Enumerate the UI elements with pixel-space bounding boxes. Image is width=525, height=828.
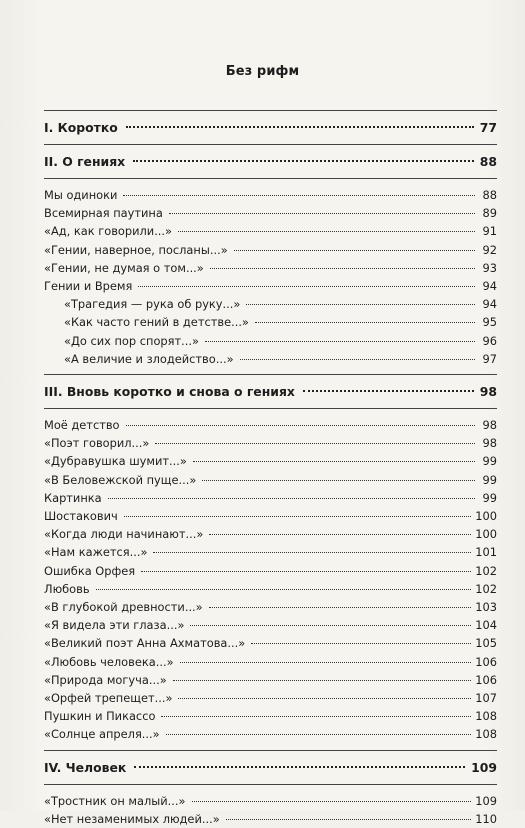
entry-title: Моё детство xyxy=(44,418,120,433)
dot-leader xyxy=(141,571,471,572)
section-divider xyxy=(44,178,497,179)
section-title: IV. Человек xyxy=(44,759,127,775)
entry-title: «Солнце апреля...» xyxy=(44,727,160,742)
section-divider xyxy=(44,374,497,375)
entry-title: «Как часто гений в детстве...» xyxy=(64,315,249,330)
entry-page-number: 103 xyxy=(475,600,497,615)
section-title: III. Вновь коротко и снова о гениях xyxy=(44,384,295,400)
entry-page-number: 107 xyxy=(475,691,497,706)
dot-leader xyxy=(108,498,475,499)
toc-section-heading[interactable] xyxy=(44,758,497,778)
dot-leader xyxy=(303,390,474,392)
entry-title: «В Беловежской пуще...» xyxy=(44,472,197,487)
entry-title: «Орфей трепещет...» xyxy=(44,691,173,706)
entry-title: «Гении, не думая о том...» xyxy=(44,260,204,275)
dot-leader xyxy=(226,819,472,820)
section-divider xyxy=(44,110,497,111)
entry-title: «Природа могуча...» xyxy=(44,672,167,687)
toc-section-heading[interactable] xyxy=(44,118,497,138)
entry-title: «Поэт говорил...» xyxy=(44,436,150,451)
dot-leader xyxy=(96,589,472,590)
section-divider xyxy=(44,408,497,409)
entry-page-number: 96 xyxy=(482,333,497,348)
entry-page-number: 99 xyxy=(482,472,497,487)
entry-title: «Трагедия — рука об руку...» xyxy=(64,297,241,312)
dot-leader xyxy=(255,322,475,323)
dot-leader xyxy=(240,359,475,360)
toc-entry[interactable] xyxy=(44,259,497,277)
entry-title: «Дубравушка шумит...» xyxy=(44,454,187,469)
section-divider xyxy=(44,750,497,751)
toc-entry[interactable] xyxy=(44,810,497,828)
entry-page-number: 101 xyxy=(475,545,497,560)
entry-page-number: 106 xyxy=(475,672,497,687)
dot-leader xyxy=(134,766,465,768)
page-title: Без рифм xyxy=(225,64,300,79)
entry-page-number: 93 xyxy=(482,260,497,275)
entry-page-number: 94 xyxy=(482,297,497,312)
dot-leader xyxy=(209,607,472,608)
dot-leader xyxy=(133,160,474,162)
entry-page-number: 92 xyxy=(482,242,497,257)
toc-entry[interactable] xyxy=(44,332,497,350)
entry-page-number: 97 xyxy=(482,351,497,366)
entry-title: Мы одиноки xyxy=(44,188,118,202)
entry-title: Ошибка Орфея xyxy=(44,563,136,578)
section-divider xyxy=(44,784,497,785)
entry-page-number: 98 xyxy=(482,436,497,451)
entry-page-number: 99 xyxy=(482,454,497,469)
entry-title: «Нет незаменимых людей...» xyxy=(44,811,220,826)
toc-entry[interactable] xyxy=(44,598,497,616)
entry-title: «В глубокой древности...» xyxy=(44,600,203,615)
section-title: II. О гениях xyxy=(44,154,126,169)
dot-leader xyxy=(153,552,471,553)
entry-title: «Гении, наверное, посланы...» xyxy=(44,242,228,257)
toc-entry[interactable] xyxy=(44,452,497,470)
dot-leader xyxy=(138,286,475,287)
toc-section-heading[interactable] xyxy=(44,382,497,402)
entry-title: «Тростник он малый...» xyxy=(44,793,186,808)
toc-entry[interactable] xyxy=(44,204,497,222)
entry-page-number: 91 xyxy=(482,224,497,239)
dot-leader xyxy=(169,213,475,214)
entry-title: Гении и Время xyxy=(44,279,133,294)
toc-entry[interactable] xyxy=(44,186,497,204)
entry-page-number: 102 xyxy=(475,581,497,596)
entry-title: «А величие и злодейство...» xyxy=(64,351,234,366)
toc-entry[interactable] xyxy=(44,277,497,295)
toc-entry[interactable] xyxy=(44,562,497,580)
entry-page-number: 89 xyxy=(482,206,497,221)
entry-page-number: 102 xyxy=(475,563,497,578)
dot-leader xyxy=(155,443,475,444)
section-page-number: 98 xyxy=(479,384,497,400)
entry-page-number: 99 xyxy=(482,490,497,505)
toc-entry[interactable] xyxy=(44,616,497,634)
entry-page-number: 98 xyxy=(482,418,497,433)
dot-leader xyxy=(190,625,471,626)
toc-entry[interactable] xyxy=(44,792,497,810)
dot-leader xyxy=(193,461,475,462)
toc-entry[interactable] xyxy=(44,471,497,489)
entry-title: «Я видела эти глаза...» xyxy=(44,618,185,633)
toc-entry[interactable] xyxy=(44,689,497,707)
dot-leader xyxy=(126,126,474,128)
dot-leader xyxy=(210,268,475,269)
entry-page-number: 104 xyxy=(475,618,497,633)
dot-leader xyxy=(234,250,475,251)
entry-title: «Ад, как говорили...» xyxy=(44,224,173,239)
entry-page-number: 108 xyxy=(475,709,497,724)
toc-entry[interactable] xyxy=(44,416,497,434)
dot-leader xyxy=(173,680,472,681)
toc-entry[interactable] xyxy=(44,634,497,652)
dot-leader xyxy=(205,341,475,342)
entry-title: «Нам кажется...» xyxy=(44,545,148,560)
dot-leader xyxy=(166,734,472,735)
entry-page-number: 110 xyxy=(475,811,497,826)
dot-leader xyxy=(209,534,471,535)
entry-title: Картинка xyxy=(44,490,102,505)
entry-title: Любовь xyxy=(44,581,90,596)
toc-entry[interactable] xyxy=(44,507,497,525)
entry-page-number: 100 xyxy=(475,509,497,524)
dot-leader xyxy=(178,231,475,232)
section-page-number: 77 xyxy=(479,120,497,135)
toc-entry[interactable] xyxy=(44,222,497,240)
entry-page-number: 94 xyxy=(482,279,497,294)
toc-entry[interactable] xyxy=(44,653,497,671)
toc-entry[interactable] xyxy=(44,313,497,331)
table-of-contents xyxy=(44,104,497,828)
dot-leader xyxy=(180,662,472,663)
toc-entry[interactable] xyxy=(44,580,497,598)
entry-title: Пушкин и Пикассо xyxy=(44,709,156,724)
dot-leader xyxy=(126,425,475,426)
toc-entry[interactable] xyxy=(44,434,497,452)
dot-leader xyxy=(124,516,472,517)
entry-page-number: 108 xyxy=(475,727,497,742)
entry-title: «Великий поэт Анна Ахматова...» xyxy=(44,636,246,651)
toc-entry[interactable] xyxy=(44,671,497,689)
section-page-number: 88 xyxy=(479,154,497,169)
section-divider xyxy=(44,144,497,145)
dot-leader xyxy=(178,698,471,699)
toc-entry[interactable] xyxy=(44,543,497,561)
entry-page-number: 105 xyxy=(475,636,497,651)
toc-entry[interactable] xyxy=(44,350,497,368)
entry-title: «Любовь человека...» xyxy=(44,654,174,669)
dot-leader xyxy=(246,304,475,305)
toc-entry[interactable] xyxy=(44,707,497,725)
toc-section-heading[interactable] xyxy=(44,152,497,172)
dot-leader xyxy=(123,195,475,196)
dot-leader xyxy=(161,716,471,717)
toc-entry[interactable] xyxy=(44,295,497,313)
entry-page-number: 100 xyxy=(475,527,497,542)
entry-page-number: 95 xyxy=(482,315,497,330)
section-page-number: 109 xyxy=(471,759,497,775)
entry-page-number: 109 xyxy=(475,793,497,808)
entry-title: Всемирная паутина xyxy=(44,206,163,221)
entry-page-number: 88 xyxy=(482,188,497,202)
entry-title: «Когда люди начинают...» xyxy=(44,527,204,542)
toc-entry[interactable] xyxy=(44,489,497,507)
dot-leader xyxy=(202,480,475,481)
entry-title: Шостакович xyxy=(44,509,118,524)
section-title: I. Коротко xyxy=(44,120,118,135)
toc-entry[interactable] xyxy=(44,525,497,543)
dot-leader xyxy=(192,801,472,802)
dot-leader xyxy=(251,643,471,644)
toc-entry[interactable] xyxy=(44,725,497,743)
toc-entry[interactable] xyxy=(44,241,497,259)
entry-page-number: 106 xyxy=(475,654,497,669)
entry-title: «До сих пор спорят...» xyxy=(64,333,199,348)
